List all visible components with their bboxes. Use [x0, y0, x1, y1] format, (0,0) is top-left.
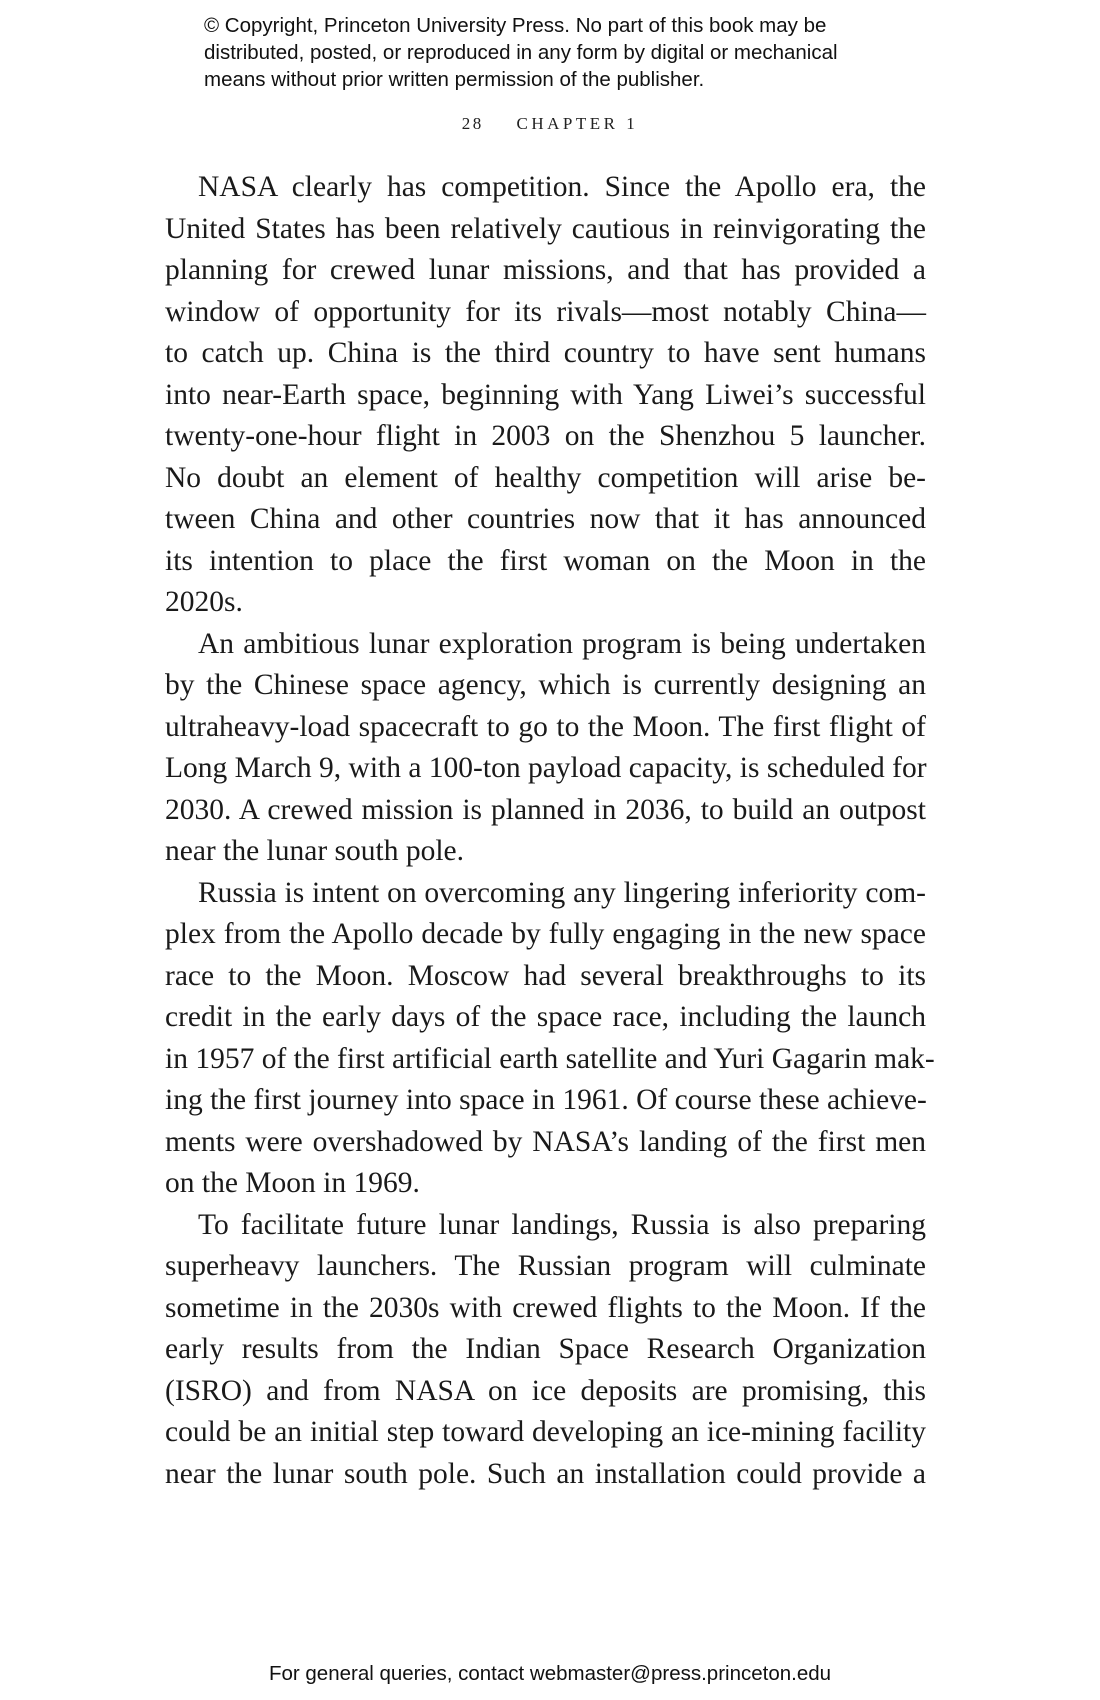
paragraph: [165, 624, 926, 873]
text-line: ultraheavy-load spacecraft to go to the Moon. The first flight of: [165, 710, 926, 743]
text-line: race to the Moon. Moscow had several breakthroughs to its: [165, 959, 926, 992]
text-line: credit in the early days of the space race, including the launch: [165, 1001, 926, 1033]
body-text: [165, 167, 935, 1495]
running-head: [0, 114, 1100, 134]
text-line: 2030. A crewed mission is planned in 2036, to build an outpost: [165, 793, 926, 826]
text-line: plex from the Apollo decade by fully engaging in the new space: [165, 918, 926, 950]
copyright-line: distributed, posted, or reproduced in any form by digital or mechanical: [204, 41, 838, 64]
chapter-label: CHAPTER 1: [516, 114, 639, 133]
text-line: To facilitate future lunar landings, Russia is also preparing: [198, 1208, 926, 1241]
text-line: early results from the Indian Space Research Organization: [165, 1333, 926, 1365]
text-line: Russia is intent on overcoming any lingering inferiority com-: [198, 876, 926, 909]
copyright-line: © Copyright, Princeton University Press. No part of this book may be: [204, 14, 827, 37]
text-line: in 1957 of the first artificial earth satellite and Yuri Gagarin mak-: [165, 1042, 935, 1075]
text-line: near the lunar south pole.: [165, 835, 465, 867]
text-line: ments were overshadowed by NASA’s landing of the first men: [165, 1125, 926, 1158]
text-line: into near-Earth space, beginning with Yang Liwei’s successful: [165, 378, 926, 411]
copyright-notice: [204, 12, 924, 93]
text-line: 2020s.: [165, 586, 243, 618]
text-line: An ambitious lunar exploration program is being undertaken: [198, 627, 926, 660]
text-line: planning for crewed lunar missions, and that has provided a: [165, 254, 926, 286]
text-line: its intention to place the first woman on the Moon in the: [165, 544, 926, 577]
paragraph: [165, 167, 926, 624]
copyright-line: means without prior written permission of the publisher.: [204, 68, 705, 91]
text-line: tween China and other countries now that it has announced: [165, 503, 926, 535]
text-line: window of opportunity for its rivals—most notably China—: [165, 295, 926, 328]
text-line: ing the first journey into space in 1961. Of course these achieve-: [165, 1084, 927, 1116]
text-line: United States has been relatively cautious in reinvigorating the: [165, 212, 926, 245]
paragraph: [165, 1205, 926, 1496]
text-line: twenty-one-hour flight in 2003 on the Shenzhou 5 launcher.: [165, 420, 926, 452]
text-line: superheavy launchers. The Russian program will culminate: [165, 1250, 926, 1282]
text-line: No doubt an element of healthy competition will arise be-: [165, 461, 926, 494]
footer-contact: For general queries, contact webmaster@press.princeton.edu: [268, 1662, 832, 1685]
text-line: (ISRO) and from NASA on ice deposits are promising, this: [165, 1374, 926, 1407]
page-number: 28: [461, 114, 484, 133]
paragraph: [165, 873, 935, 1205]
text-line: Long March 9, with a 100-ton payload capacity, is scheduled for: [165, 752, 927, 784]
text-line: by the Chinese space agency, which is currently designing an: [165, 669, 926, 701]
text-line: sometime in the 2030s with crewed flights to the Moon. If the: [165, 1291, 926, 1324]
text-line: near the lunar south pole. Such an installation could provide a: [165, 1457, 926, 1490]
text-line: could be an initial step toward developing an ice-mining facility: [165, 1416, 926, 1448]
text-line: to catch up. China is the third country to have sent humans: [165, 337, 926, 369]
text-line: on the Moon in 1969.: [165, 1167, 420, 1199]
text-line: NASA clearly has competition. Since the Apollo era, the: [198, 171, 926, 203]
